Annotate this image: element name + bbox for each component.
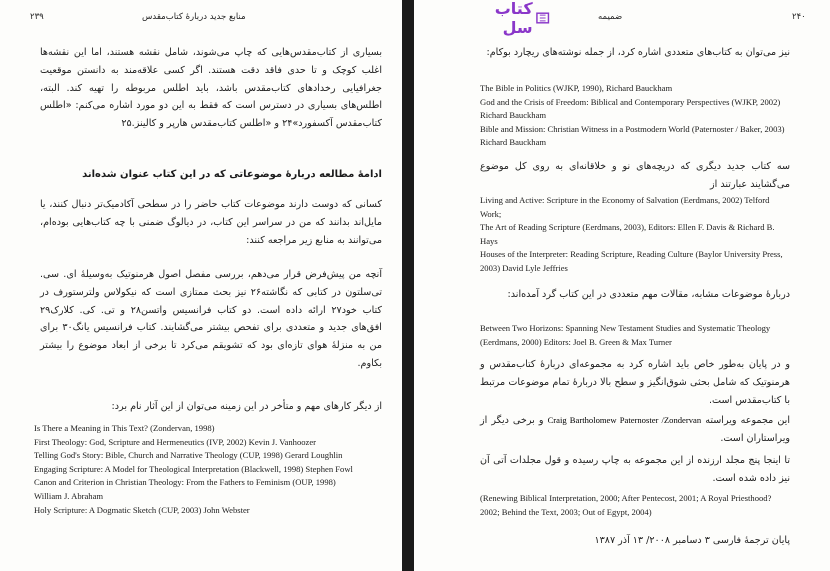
translation-end-note: پایان ترجمهٔ فارسی ۳ دسامبر ۲۰۰۸/ ۱۳ آذر ۱۳۸۷ (594, 535, 790, 546)
left-page (0, 0, 402, 571)
left-section-heading: ادامهٔ مطالعه دربارهٔ موضوعاتی که در این کتاب عنوان شده‌اند (82, 169, 382, 180)
book-gutter (402, 0, 414, 571)
reference-entry: The Bible in Politics (WJKP, 1990), Richard Bauckham (480, 83, 673, 93)
right-para-articles: دربارهٔ موضوعات مشابه، مقالات مهم متعددی در این کتاب گرد آمده‌اند: (507, 289, 790, 300)
left-para-further-reading: کسانی که دوست دارند موضوعات کتاب حاضر را در سطحی آکادمیک‌تر دنبال کنند، یا مایل‌اند بدانند که من در سراسر این کتاب، در دیالوگ ضمنی با چه کتاب‌هایی بوده‌ام، می‌توانند به منابع زیر مراجعه کنند: (40, 199, 382, 246)
right-para-bauckham-intro: نیز می‌توان به کتاب‌های متعددی اشاره کرد، از جمله نوشته‌های ریچارد بوکام: (486, 47, 790, 58)
left-para-hermeneutics: آنچه من پیش‌فرض قرار می‌دهم، بررسی مفصل اصول هرمنوتیک به‌وسیلهٔ ای. سی. تی‌سلتون در کتابی که نگاشته۲۶ نیز بحث ممتازی است که نیکولاس ولترستورف در کتاب خود۲۷ ارائه داده است. دو کتاب فرانسیس واتسن۲۸ و تی. کی. کلارک۲۹ افق‌های جدید و متعددی برای تفحص بیشتر می‌گشایند. کتاب فرانسیس یانگ۳۰ برای من به منزلهٔ هوای تازه‌ای بود که تشویقم می‌کرد تا برخی از ابعاد موضوع را بیشتر بکاوم. (40, 269, 382, 369)
left-running-head: منابع جدید دربارهٔ کتاب‌مقدس (142, 12, 246, 22)
site-logo (462, 0, 550, 37)
right-page (414, 0, 830, 571)
reference-entry: Holy Scripture: A Dogmatic Sketch (CUP, 2003) John Webster (34, 504, 250, 515)
right-para-volumes: تا اینجا پنج مجلد ارزنده از این مجموعه به چاپ رسیده و قول مجلدات آتی آن نیز داده شده است. (480, 455, 790, 484)
reference-entry: The Art of Reading Scripture (Eerdmans, 2003), Editors: Ellen F. Davis & Richard B. Hays (480, 222, 775, 246)
left-reference-list (34, 422, 364, 517)
reference-entry: God and the Crisis of Freedom: Biblical and Contemporary Perspectives (WJKP, 2002) Richard Bauckham (480, 96, 781, 121)
right-page-number: ۲۴۰ (792, 12, 806, 22)
left-page-number: ۲۳۹ (30, 12, 44, 22)
right-reference-list-3 (480, 322, 790, 349)
right-para-series: و در پایان به‌طور خاص باید اشاره کرد به مجموعه‌ای دربارهٔ کتاب‌مقدس و هرمنوتیک که شامل بحثی شوق‌انگیز و سطح بالا دربارهٔ تمام موضوعات مرتبط با کتاب‌مقدس است. (480, 359, 790, 406)
reference-entry: Living and Active: Scripture in the Economy of Salvation (Eerdmans, 2002) Telford Work; (480, 195, 770, 219)
editor-text-fa: این مجموعه ویراسته (705, 415, 790, 426)
reference-entry: First Theology: God, Scripture and Hermeneutics (IVP, 2002) Kevin J. Vanhoozer (34, 436, 317, 447)
reference-entry: Engaging Scripture: A Model for Theological Interpretation (Blackwell, 1998) Stephen Fowl (34, 463, 353, 474)
right-running-head: ضمیمه (598, 12, 623, 22)
right-reference-list-4 (480, 492, 790, 519)
left-para-other-works: از دیگر کارهای مهم و متأخر در این زمینه می‌توان از این آثار نام برد: (111, 401, 382, 412)
reference-entry: Houses of the Interpreter: Reading Scripture, Reading Culture (Baylor University Press, 2003) David Lyle Jeffries (480, 249, 783, 273)
book-icon (535, 10, 550, 26)
right-reference-list-2 (480, 194, 790, 276)
reference-entry: Telling God's Story: Bible, Church and Narrative Theology (CUP, 1998) Gerard Loughlin (34, 450, 343, 461)
reference-entry: Bible and Mission: Christian Witness in a Postmodern World (Paternoster / Baker, 2003) Richard Bauckham (480, 123, 785, 148)
reference-entry: (Renewing Biblical Interpretation, 2000; After Pentecost, 2001; A Royal Priesthood? 2002; Behind the Text, 2003; Out of Egypt, 2004) (480, 493, 772, 517)
right-para-new-books: سه کتاب جدید دیگری که دریچه‌های نو و خلاقانه‌ای به روی کل موضوع می‌گشایند عبارتند از (480, 161, 790, 190)
reference-entry: Between Two Horizons: Spanning New Testament Studies and Systematic Theology (Eerdmans, 2000) Editors: Joel B. Green & Max Turner (480, 323, 771, 347)
logo-text: کتاب سل (494, 0, 533, 37)
reference-entry: Canon and Criterion in Christian Theology: From the Fathers to Feminism (OUP, 1998) William J. Abraham (34, 477, 336, 501)
editor-text-fa-2: و برخی دیگر از ویراستاران است. (480, 415, 790, 444)
right-reference-list-1 (480, 82, 790, 150)
right-para-editor (480, 412, 790, 448)
editor-name-en: Craig Bartholomew Paternoster /Zondervan (547, 415, 702, 425)
left-para-atlas: بسیاری از کتاب‌مقدس‌هایی که چاپ می‌شوند، شامل نقشه هستند، اما این نقشه‌ها اغلب کوچک و تا حدی فاقد دقت هستند. اگر کسی علاقه‌مند به دانستن موقعیت جغرافیایی رخدادهای کتاب‌مقدس باشد، باید اطلس مربوطه را تهیه کند. البته، اطلس‌های بسیاری در دسترس است که فقط به این دو مورد اشاره می‌کنم: «اطلس کتاب‌مقدس آکسفورد»۲۴ و «اطلس کتاب‌مقدس هارپر و کالینز.۲۵ (40, 47, 382, 130)
reference-entry: Is There a Meaning in This Text? (Zondervan, 1998) (34, 423, 215, 433)
